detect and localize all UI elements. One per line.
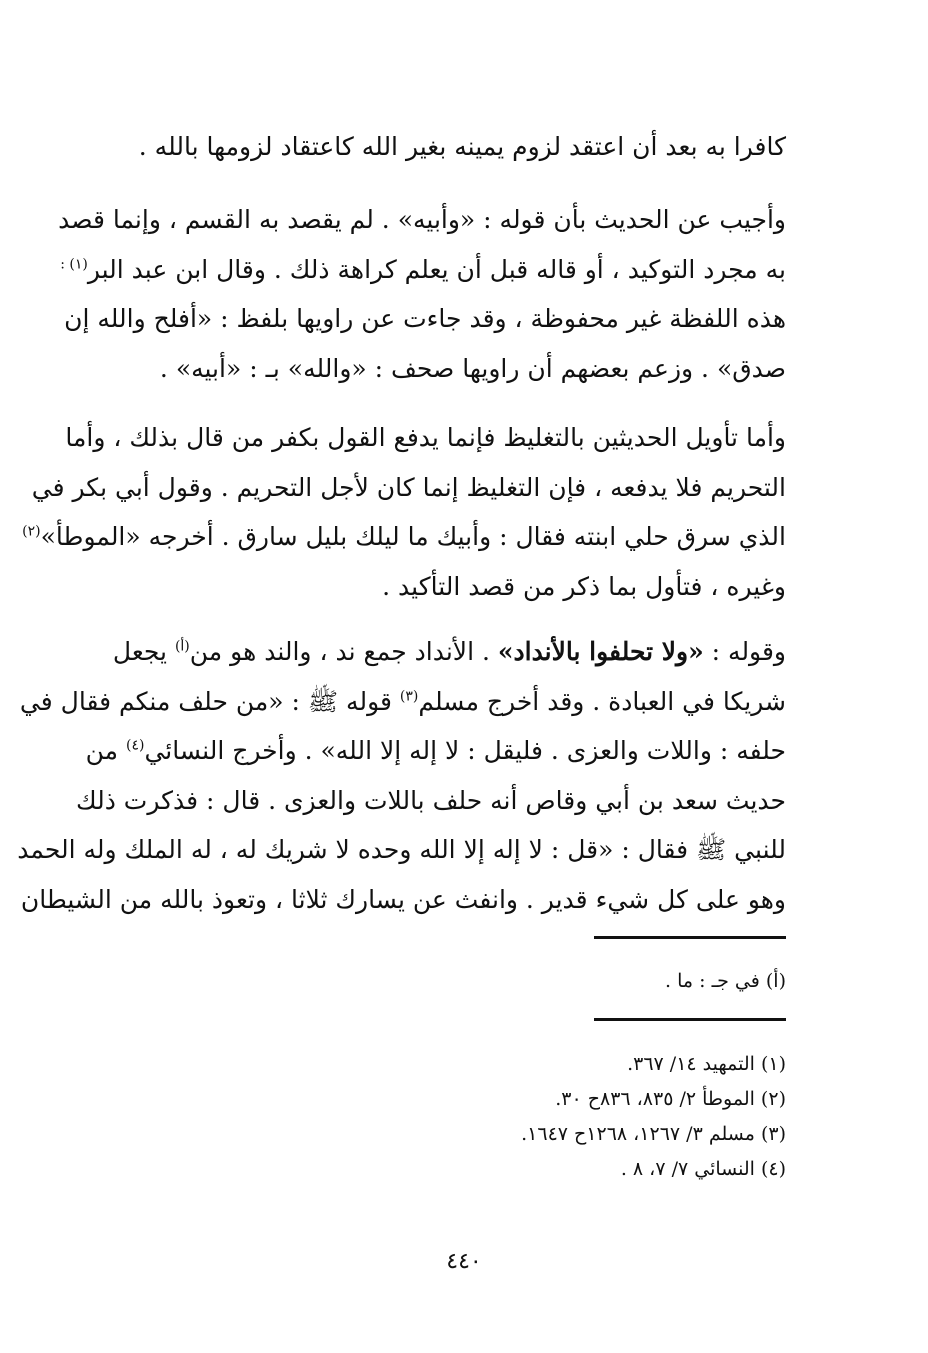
footnote-separator	[594, 1018, 786, 1021]
footnote-marker: (٤)	[126, 737, 145, 754]
paragraph-line: وغيره ، فتأول بما ذكر من قصد التأكيد .	[382, 571, 786, 601]
page-number: ٤٤٠	[446, 1249, 482, 1274]
paragraph-line	[112, 627, 786, 677]
paragraph-2	[58, 195, 786, 393]
paragraph-line: وأجيب عن الحديث بأن قوله : «وأبيه» . لم يقصد به القسم ، وإنما قصد	[58, 205, 786, 234]
paragraph-line: التحريم فلا يدفعه ، فإن التغليظ إنما كان لأجل التحريم . وقول أبي بكر في	[31, 472, 786, 502]
line-text: حلفه : واللات والعزى . فليقل : لا إله إلا الله» . وأخرج النسائي	[144, 736, 786, 766]
variant-separator	[594, 936, 786, 939]
line-text: . الأنداد جمع ند ، والند هو من	[189, 637, 498, 666]
line-text: من	[85, 736, 126, 766]
variant-marker: (أ)	[174, 638, 190, 655]
quoted-phrase: «ولا تحلفوا بالأنداد»	[497, 637, 704, 666]
paragraph-3	[22, 413, 786, 611]
footnote-item: (٢) الموطأ ٢/ ٨٣٥، ٨٣٦ح ٣٠.	[555, 1088, 786, 1110]
footnote-marker: (١) :	[60, 256, 88, 273]
line-text: يجعل	[112, 637, 175, 666]
paragraph-line: هذه اللفظة غير محفوظة ، وقد جاءت عن راويها بلفظ : «أفلح والله إن	[64, 304, 786, 334]
line-text: الذي سرق حلي ابنته فقال : وأبيك ما ليلك بليل سارق . أخرجه «الموطأ»	[40, 522, 786, 552]
footnote-item: (٣) مسلم ٣/ ١٢٦٧، ١٢٦٨ح ١٦٤٧.	[521, 1123, 786, 1145]
paragraph-4	[17, 627, 786, 925]
paragraph-line: صدق» . وزعم بعضهم أن راويها صحف : «والله» بـ : «أبيه» .	[159, 353, 786, 383]
paragraph-line: حديث سعد بن أبي وقاص أنه حلف باللات والعزى . قال : فذكرت ذلك	[76, 785, 786, 815]
paragraph-line: للنبي ﷺ فقال : «قل : لا إله إلا الله وحده لا شريك له ، له الملك وله الحمد	[17, 835, 786, 865]
paragraph-line: وهو على كل شيء قدير . وانفث عن يسارك ثلاثا ، وتعوذ بالله من الشيطان	[20, 884, 786, 914]
footnote-marker: (٣)	[399, 688, 419, 705]
line-text: قوله ﷺ : «من حلف منكم فقال في	[19, 686, 400, 716]
paragraph-1	[118, 122, 786, 172]
paragraph-line	[60, 245, 786, 295]
line-text: وقوله :	[703, 637, 786, 666]
line-text: شريكا في العبادة . وقد أخرج مسلم	[418, 686, 786, 716]
footnote-item: (١) التمهيد ١٤/ ٣٦٧.	[627, 1053, 786, 1075]
variant-note: (أ) في جـ : ما .	[665, 970, 786, 992]
line-text: به مجرد التوكيد ، أو قاله قبل أن يعلم كراهة ذلك . وقال ابن عبد البر	[87, 254, 786, 284]
footnote-marker: (٢)	[22, 523, 41, 540]
paragraph-line: كافرا به بعد أن اعتقد لزوم يمينه بغير الله كاعتقاد لزومها بالله .	[138, 132, 786, 161]
paragraph-line: وأما تأويل الحديثين بالتغليظ فإنما يدفع القول بكفر من قال بذلك ، وأما	[65, 423, 786, 452]
footnotes	[300, 1047, 786, 1187]
paragraph-line	[85, 726, 786, 776]
paragraph-line	[19, 677, 786, 727]
footnote-item: (٤) النسائي ٧/ ٧، ٨ .	[620, 1158, 786, 1180]
paragraph-line	[22, 512, 786, 562]
variant-notes	[300, 964, 786, 999]
